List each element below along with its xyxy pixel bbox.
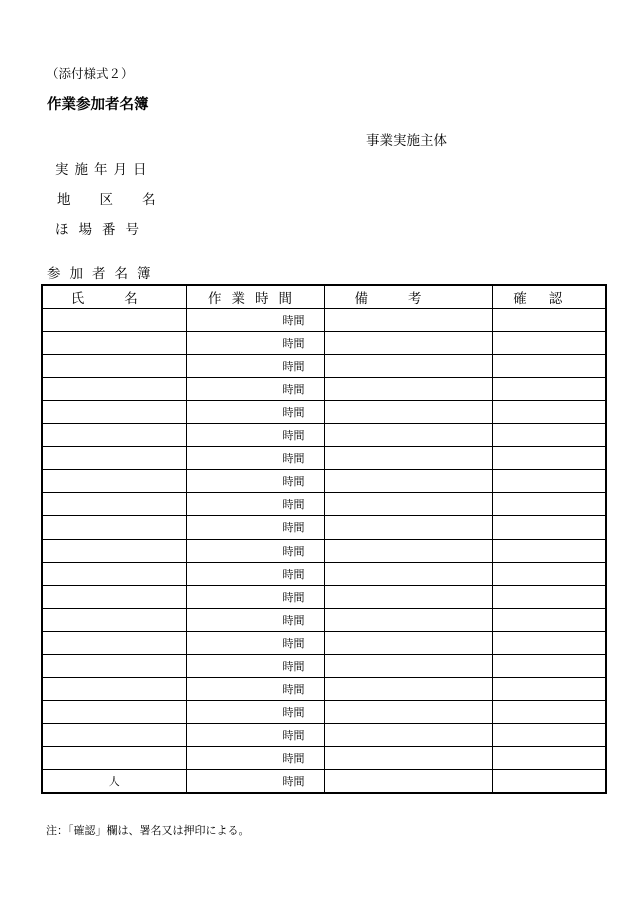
confirmation-cell[interactable] [492,585,606,608]
work-hours-cell[interactable]: 時間 [186,447,324,470]
confirmation-cell[interactable] [492,608,606,631]
table-row [42,747,606,770]
work-hours-cell[interactable]: 時間 [186,354,324,377]
confirmation-cell[interactable] [492,655,606,678]
table-row [42,631,606,654]
remarks-cell[interactable] [324,400,492,423]
work-hours-cell[interactable]: 時間 [186,701,324,724]
organization-label: 事業実施主体 [366,133,447,149]
total-persons-cell[interactable]: 人 [42,770,186,793]
remarks-cell[interactable] [324,562,492,585]
name-cell[interactable] [42,585,186,608]
table-row [42,377,606,400]
name-cell[interactable] [42,354,186,377]
area-label-text: 地区名 [57,192,185,208]
confirmation-cell[interactable] [492,331,606,354]
footnote: 注：「確認」欄は、署名又は押印による。 [46,824,250,837]
confirmation-cell[interactable] [492,747,606,770]
column-header-remarks: 備考 [324,285,492,308]
remarks-cell[interactable] [324,354,492,377]
table-row [42,724,606,747]
confirmation-cell[interactable] [492,470,606,493]
work-hours-cell[interactable]: 時間 [186,493,324,516]
confirmation-cell[interactable] [492,424,606,447]
name-cell[interactable] [42,747,186,770]
remarks-cell[interactable] [324,470,492,493]
table-row [42,701,606,724]
name-cell[interactable] [42,470,186,493]
work-hours-cell[interactable]: 時間 [186,678,324,701]
name-cell[interactable] [42,308,186,331]
work-hours-cell[interactable]: 時間 [186,516,324,539]
table-row [42,539,606,562]
roster-section-title: 参加者名簿 [47,266,160,282]
confirmation-cell[interactable] [492,539,606,562]
remarks-cell[interactable] [324,377,492,400]
name-cell[interactable] [42,493,186,516]
table-row [42,447,606,470]
remarks-cell[interactable] [324,447,492,470]
work-hours-cell[interactable]: 時間 [186,608,324,631]
confirmation-cell[interactable] [492,400,606,423]
table-row [42,331,606,354]
form-code: （添付様式２） [46,66,134,81]
confirmation-cell[interactable] [492,562,606,585]
work-hours-cell[interactable]: 時間 [186,747,324,770]
work-hours-cell[interactable]: 時間 [186,331,324,354]
column-header-confirmation: 確認 [492,285,606,308]
table-row [42,562,606,585]
date-label-text: 実施年月日 [55,162,153,178]
work-hours-cell[interactable]: 時間 [186,562,324,585]
name-cell[interactable] [42,400,186,423]
confirmation-cell[interactable] [492,516,606,539]
table-row [42,585,606,608]
participant-roster-table [41,284,607,794]
confirmation-cell[interactable] [492,724,606,747]
name-cell[interactable] [42,631,186,654]
name-cell[interactable] [42,516,186,539]
confirmation-cell[interactable] [492,447,606,470]
remarks-cell[interactable] [324,747,492,770]
remarks-cell[interactable] [324,608,492,631]
remarks-cell[interactable] [324,585,492,608]
name-cell[interactable] [42,539,186,562]
confirmation-cell[interactable] [492,493,606,516]
name-cell[interactable] [42,447,186,470]
name-cell[interactable] [42,655,186,678]
table-header-row [42,285,606,308]
work-hours-cell[interactable]: 時間 [186,631,324,654]
name-cell[interactable] [42,724,186,747]
name-cell[interactable] [42,331,186,354]
remarks-cell[interactable] [324,701,492,724]
remarks-cell[interactable] [324,308,492,331]
remarks-cell[interactable] [324,724,492,747]
table-row [42,400,606,423]
table-row [42,608,606,631]
field-number-label-text: ほ場番号 [55,222,149,238]
work-hours-cell[interactable]: 時間 [186,655,324,678]
name-cell[interactable] [42,424,186,447]
work-hours-cell[interactable]: 時間 [186,400,324,423]
document-title: 作業参加者名簿 [47,96,149,113]
table-row [42,493,606,516]
table-row [42,424,606,447]
name-cell[interactable] [42,701,186,724]
confirmation-cell[interactable] [492,631,606,654]
name-cell[interactable] [42,608,186,631]
remarks-cell[interactable] [324,424,492,447]
work-hours-cell[interactable]: 時間 [186,308,324,331]
remarks-cell[interactable] [324,516,492,539]
remarks-cell[interactable] [324,655,492,678]
column-header-name: 氏名 [42,285,186,308]
remarks-cell[interactable] [324,331,492,354]
table-row [42,308,606,331]
name-cell[interactable] [42,678,186,701]
total-remarks-cell[interactable] [324,770,492,793]
work-hours-cell[interactable]: 時間 [186,724,324,747]
confirmation-cell[interactable] [492,678,606,701]
confirmation-cell[interactable] [492,308,606,331]
table-row [42,678,606,701]
work-hours-cell[interactable]: 時間 [186,470,324,493]
total-confirmation-cell[interactable] [492,770,606,793]
remarks-cell[interactable] [324,493,492,516]
name-cell[interactable] [42,562,186,585]
table-row [42,354,606,377]
remarks-cell[interactable] [324,678,492,701]
remarks-cell[interactable] [324,539,492,562]
table-row [42,516,606,539]
confirmation-cell[interactable] [492,377,606,400]
table-row [42,655,606,678]
name-cell[interactable] [42,377,186,400]
confirmation-cell[interactable] [492,701,606,724]
column-header-work-hours: 作業時間 [186,285,324,308]
total-hours-cell[interactable]: 時間 [186,770,324,793]
remarks-cell[interactable] [324,631,492,654]
work-hours-cell[interactable]: 時間 [186,424,324,447]
confirmation-cell[interactable] [492,354,606,377]
total-row [42,770,606,793]
work-hours-cell[interactable]: 時間 [186,377,324,400]
work-hours-cell[interactable]: 時間 [186,585,324,608]
work-hours-cell[interactable]: 時間 [186,539,324,562]
table-row [42,470,606,493]
roster-body [42,308,606,793]
